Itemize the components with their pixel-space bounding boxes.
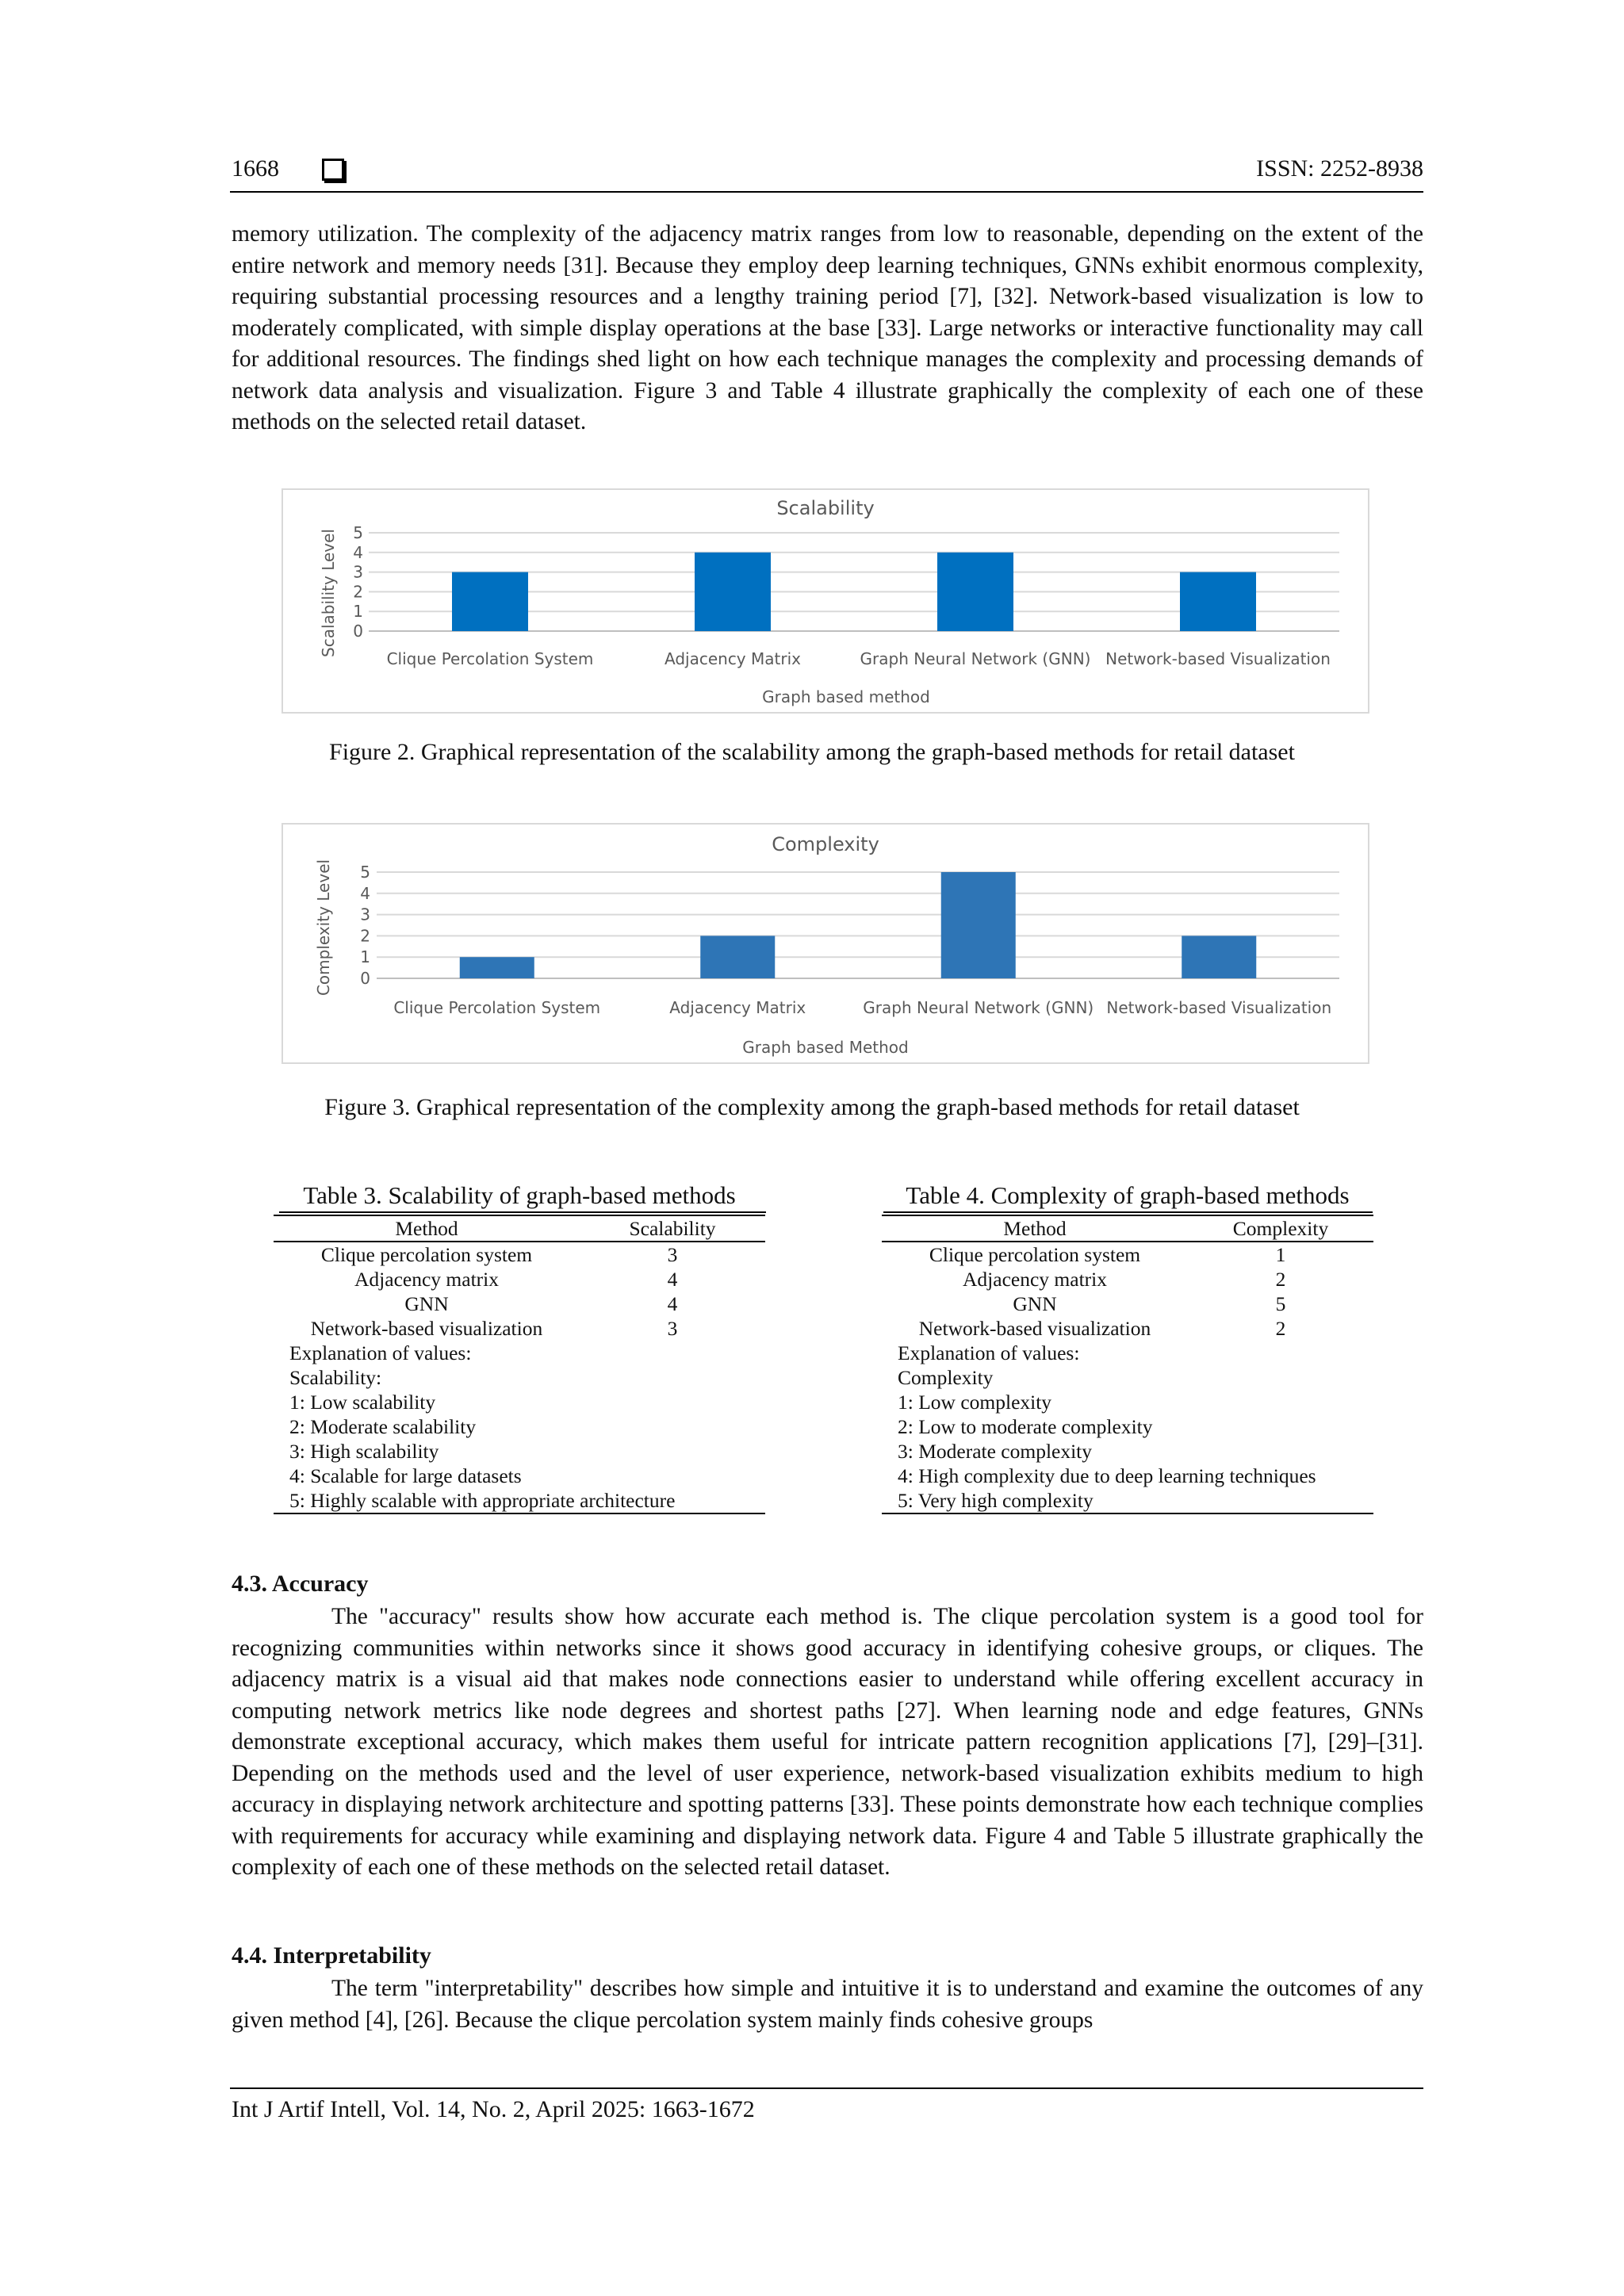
page-number: 1668	[232, 155, 279, 182]
y-tick-label: 2	[353, 582, 363, 602]
y-tick-label: 2	[360, 926, 370, 946]
explanation-line: 4: High complexity due to deep learning techniques	[898, 1464, 1316, 1487]
value-cell: 1	[1275, 1243, 1286, 1266]
y-tick-label: 3	[360, 905, 370, 924]
y-tick-label: 3	[353, 562, 363, 582]
y-tick-label: 1	[353, 602, 363, 622]
explanation-row	[882, 1439, 1373, 1464]
explanation-row	[274, 1439, 765, 1464]
category-label: Graph Neural Network (GNN)	[860, 649, 1091, 668]
section-4-4-text: The term "interpretability" describes how simple and intuitive it is to understand and examine the outcomes of any given method [4], [26]. Because the clique percolation system mainly finds cohesive groups	[232, 1976, 1423, 2033]
explanation-row	[882, 1390, 1373, 1414]
chart-title: Scalability	[776, 497, 875, 519]
section-4-3-paragraph	[232, 1601, 1423, 1884]
x-axis-title: Graph based Method	[742, 1038, 909, 1057]
explanation-line: 1: Low scalability	[289, 1391, 436, 1414]
bar	[1180, 572, 1256, 631]
category-label: Network-based Visualization	[1106, 998, 1332, 1017]
footer-rule	[230, 2087, 1423, 2089]
explanation-row	[882, 1414, 1373, 1439]
method-cell: Network-based visualization	[310, 1317, 543, 1340]
table4-header-complexity: Complexity	[1188, 1215, 1373, 1242]
explanation-line: 1: Low complexity	[898, 1391, 1052, 1414]
table-row	[882, 1316, 1373, 1341]
table4	[882, 1215, 1373, 1514]
intro-text: memory utilization. The complexity of the adjacency matrix ranges from low to reasonable, depending on the extent of the entire network and memory needs [31]. Because they employ deep learning techniques, GNNs exhibit enormous complexity, requiring substantial processing resources and a lengthy training period [7], [32]. Network-based visualization is low to moderately complicated, with simple display operations at the base [33]. Large networks or interactive functionality may call for additional resources. The findings shed light on how each technique manages the complexity and processing demands of network data analysis and visualization. Figure 3 and Table 4 illustrate graphically the complexity of each one of these methods on the selected retail dataset.	[232, 221, 1423, 434]
category-label: Network-based Visualization	[1105, 649, 1331, 668]
value-cell: 3	[667, 1317, 678, 1340]
intro-paragraph	[232, 219, 1423, 438]
explanation-line: Explanation of values:	[289, 1341, 472, 1364]
explanation-line: 3: High scalability	[289, 1440, 439, 1463]
explanation-line: 5: Highly scalable with appropriate architecture	[274, 1488, 765, 1513]
y-tick-label: 0	[360, 969, 370, 988]
bar	[700, 936, 775, 978]
table-row	[274, 1267, 765, 1292]
explanation-line: 2: Moderate scalability	[289, 1415, 477, 1438]
explanation-row	[274, 1464, 765, 1488]
figure2-chart	[282, 488, 1369, 714]
figure2-caption: Figure 2. Graphical representation of the scalability among the graph-based methods for retail dataset	[329, 739, 1295, 765]
bar	[695, 553, 771, 631]
explanation-row	[274, 1341, 765, 1365]
section-4-4-heading: 4.4. Interpretability	[232, 1942, 431, 1969]
bar	[937, 553, 1013, 631]
table-row	[274, 1242, 765, 1267]
table-row	[274, 1316, 765, 1341]
y-axis-title: Scalability Level	[319, 529, 338, 657]
table-row	[882, 1267, 1373, 1292]
value-cell: 5	[1275, 1292, 1286, 1315]
method-cell: GNN	[404, 1292, 449, 1315]
explanation-line: Scalability:	[289, 1366, 382, 1389]
footer-citation: Int J Artif Intell, Vol. 14, No. 2, April 2025: 1663-1672	[232, 2096, 755, 2122]
bar	[941, 872, 1016, 978]
method-cell: Clique percolation system	[929, 1243, 1141, 1266]
y-tick-label: 5	[360, 863, 370, 882]
value-cell: 4	[667, 1292, 678, 1315]
bar	[460, 957, 534, 978]
y-tick-label: 4	[353, 542, 363, 562]
table3-title: Table 3. Scalability of graph-based methods	[303, 1181, 736, 1209]
explanation-row	[882, 1464, 1373, 1488]
y-tick-label: 5	[353, 523, 363, 542]
explanation-row	[274, 1365, 765, 1390]
table3-header-method: Method	[274, 1215, 580, 1242]
figure3-chart	[282, 823, 1369, 1064]
value-cell: 2	[1275, 1268, 1286, 1291]
category-label: Adjacency Matrix	[665, 649, 801, 668]
explanation-row	[274, 1390, 765, 1414]
figure3-caption: Figure 3. Graphical representation of the complexity among the graph-based methods for retail dataset	[324, 1094, 1300, 1120]
explanation-row	[882, 1365, 1373, 1390]
table-row	[274, 1292, 765, 1316]
explanation-row	[274, 1414, 765, 1439]
explanation-line: 3: Moderate complexity	[898, 1440, 1093, 1463]
section-4-3-heading: 4.3. Accuracy	[232, 1571, 369, 1597]
category-label: Clique Percolation System	[386, 649, 594, 668]
section-4-3-text: The "accuracy" results show how accurate each method is. The clique percolation system is a good tool for recognizing communities within networks since it shows good accuracy in identifying cohesive groups, or cliques. The adjacency matrix is a visual aid that makes node connections easier to understand while offering excellent accuracy in computing network metrics like node degrees and shortest paths [27]. When learning node and edge features, GNNs demonstrate exceptional accuracy, which makes them useful for intricate pattern recognition applications [7], [29]–[31]. Depending on the methods used and the level of user experience, network-based visualization exhibits medium to high accuracy in displaying network architecture and spotting patterns [33]. These points demonstrate how each technique complies with requirements for accuracy while examining and displaying network data. Figure 4 and Table 5 illustrate graphically the complexity of each one of these methods on the selected retail dataset.	[232, 1604, 1423, 1880]
issn: ISSN: 2252-8938	[1256, 155, 1423, 182]
y-tick-label: 0	[353, 622, 363, 641]
explanation-line: Complexity	[898, 1366, 994, 1389]
method-cell: GNN	[1013, 1292, 1057, 1315]
explanation-row	[882, 1488, 1373, 1513]
header-rule	[230, 191, 1423, 193]
table4-header-method: Method	[882, 1215, 1188, 1242]
explanation-line: 4: Scalable for large datasets	[289, 1464, 522, 1487]
explanation-row	[274, 1488, 765, 1513]
method-cell: Clique percolation system	[320, 1243, 533, 1266]
value-cell: 4	[667, 1268, 678, 1291]
table3-header-scalability: Scalability	[580, 1215, 765, 1242]
method-cell: Network-based visualization	[918, 1317, 1151, 1340]
method-cell: Adjacency matrix	[354, 1268, 499, 1291]
value-cell: 2	[1275, 1317, 1286, 1340]
y-tick-label: 4	[360, 883, 370, 903]
chart-title: Complexity	[772, 833, 879, 855]
category-label: Clique Percolation System	[393, 998, 601, 1017]
section-4-4-paragraph	[232, 1973, 1423, 2036]
value-cell: 3	[667, 1243, 678, 1266]
explanation-row	[882, 1341, 1373, 1365]
category-label: Graph Neural Network (GNN)	[863, 998, 1094, 1017]
y-axis-title: Complexity Level	[314, 859, 333, 997]
scalability-chart-svg	[283, 490, 1368, 712]
complexity-chart-svg	[283, 825, 1368, 1062]
explanation-line: Explanation of values:	[898, 1341, 1080, 1364]
table-row	[882, 1292, 1373, 1316]
bar	[452, 572, 528, 631]
category-label: Adjacency Matrix	[669, 998, 806, 1017]
y-tick-label: 1	[360, 947, 370, 967]
table-row	[882, 1242, 1373, 1267]
explanation-line: 5: Very high complexity	[882, 1488, 1373, 1513]
square-box-icon	[322, 159, 344, 181]
x-axis-title: Graph based method	[762, 687, 930, 706]
table3-title-rule	[279, 1211, 766, 1213]
table4-title: Table 4. Complexity of graph-based methods	[906, 1181, 1350, 1209]
method-cell: Adjacency matrix	[963, 1268, 1107, 1291]
bar	[1182, 936, 1256, 978]
table4-title-rule	[883, 1211, 1373, 1213]
explanation-line: 2: Low to moderate complexity	[898, 1415, 1153, 1438]
table3	[274, 1215, 765, 1514]
